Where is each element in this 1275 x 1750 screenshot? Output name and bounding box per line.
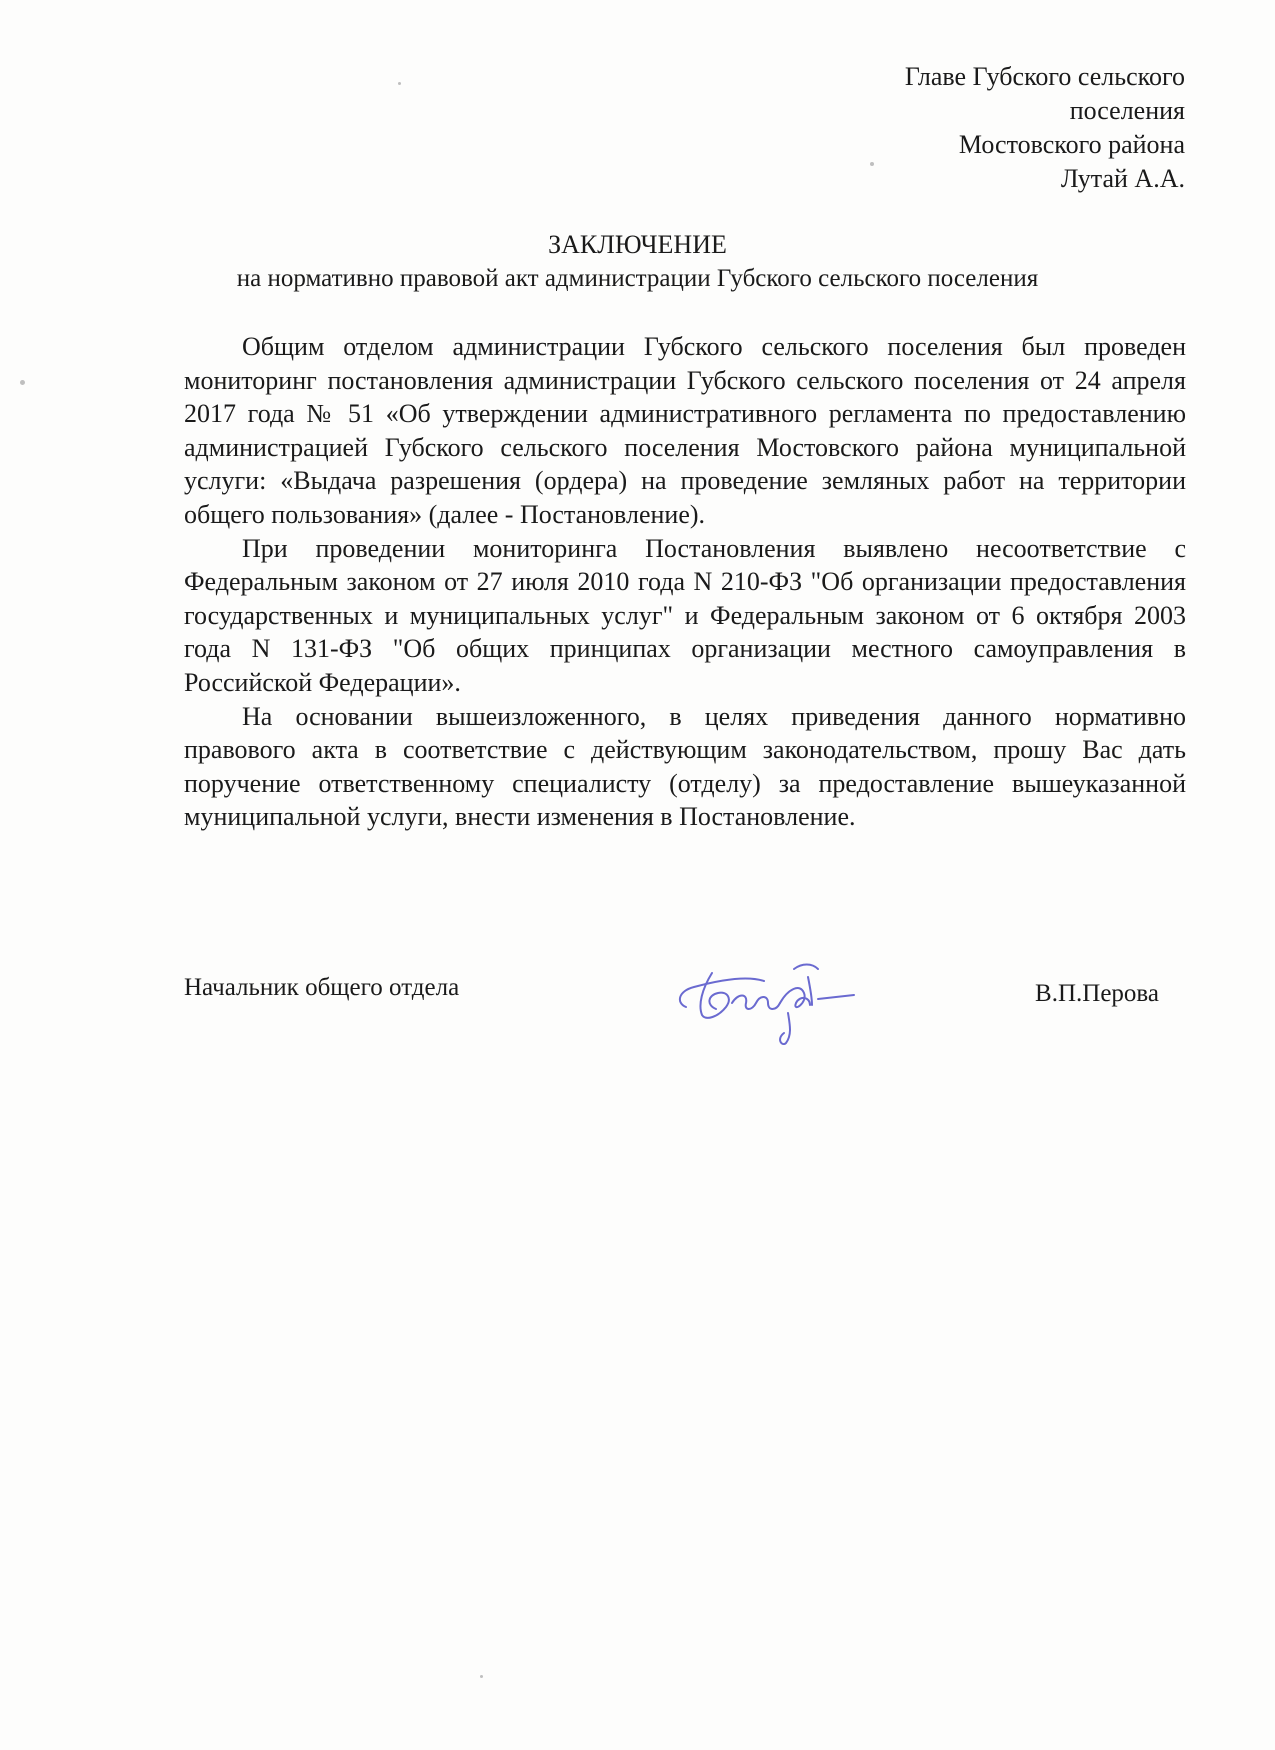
- addressee-line: поселения: [1069, 96, 1185, 125]
- document-title: ЗАКЛЮЧЕНИЕ: [548, 230, 727, 259]
- signer-name: В.П.Перова: [1035, 980, 1159, 1007]
- document-body: [184, 330, 1186, 834]
- signature-row: [184, 955, 1159, 1045]
- scan-speck: [398, 82, 401, 85]
- scan-speck: [20, 380, 25, 385]
- addressee-name: Лутай А.А.: [1060, 164, 1185, 193]
- scan-speck: [480, 1675, 483, 1678]
- body-paragraph: Общим отделом администрации Губского сельского поселения был проведен мониторинг постановления администрации Губского сельского поселения от 24 апреля 2017 года № 51 «Об утверждении административного регламента по предоставлению администрацией Губского сельского поселения Мостовского района муниципальной услуги: «Выдача разрешения (ордера) на проведение земляных работ на территории общего пользования» (далее - Постановление).: [184, 332, 1186, 529]
- addressee-line: Главе Губского сельского: [904, 62, 1185, 91]
- handwritten-signature: [672, 955, 872, 1045]
- document-subtitle: на нормативно правовой акт администрации Губского сельского поселения: [236, 265, 1039, 292]
- body-paragraph: На основании вышеизложенного, в целях приведения данного нормативно правового акта в соответствие с действующим законодательством, прошу Вас дать поручение ответственному специалисту (отделу) за предоставление вышеуказанной муниципальной услуги, внести изменения в Постановление.: [184, 701, 1186, 832]
- body-paragraph: При проведении мониторинга Постановления выявлено несоответствие с Федеральным законом от 27 июля 2010 года N 210-ФЗ "Об организации предоставления государственных и муниципальных услуг" и Федеральным законом от 6 октября 2003 года N 131-ФЗ "Об общих принципах организации местного самоуправления в Российской Федерации».: [184, 533, 1186, 697]
- addressee-line: Мостовского района: [958, 130, 1185, 159]
- signer-position: Начальник общего отдела: [184, 974, 460, 1001]
- addressee-block: [665, 60, 1185, 196]
